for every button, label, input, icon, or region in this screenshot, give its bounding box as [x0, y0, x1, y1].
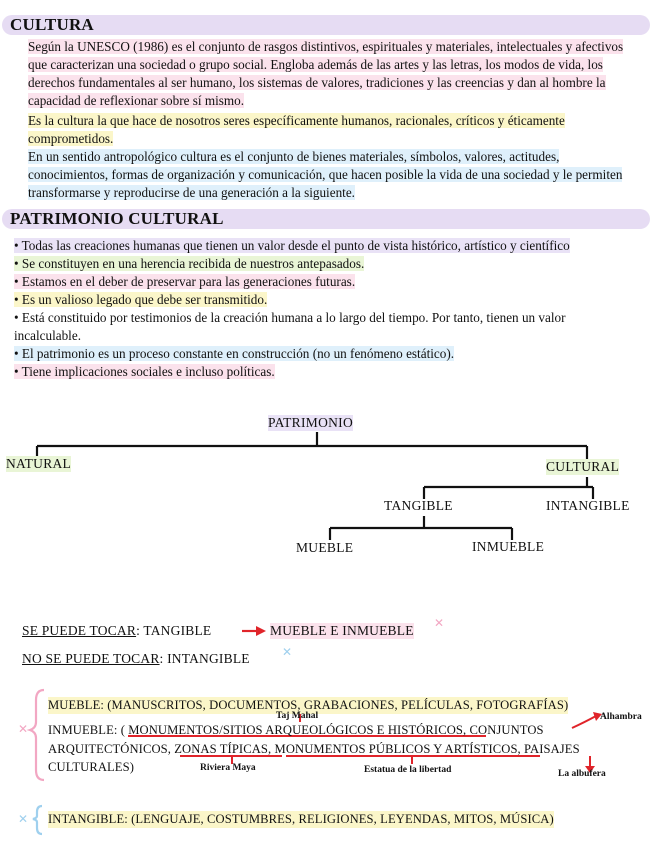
sparkle-icon: ✕ [18, 722, 29, 736]
list-item: • Se constituyen en una herencia recibida de nuestros antepasados. [14, 256, 365, 271]
tree-node-inmueble: INMUEBLE [472, 539, 545, 554]
rule-se-puede-tocar [22, 623, 211, 639]
category-intangible: INTANGIBLE: (LENGUAJE, COSTUMBRES, RELIGIONES, LEYENDAS, MITOS, MÚSICA) [48, 812, 554, 826]
cultura-paragraph-text: Es la cultura la que hace de nosotros seres específicamente humanos, racionales, críticos y éticamente comprometidos. [28, 113, 565, 146]
annotation-riviera-maya: Riviera Maya [200, 763, 256, 773]
rule-result: MUEBLE E INMUEBLE [270, 623, 414, 638]
tree-node-intangible: INTANGIBLE [546, 498, 630, 513]
rule-key: SE PUEDE TOCAR [22, 623, 137, 638]
rule-key: NO SE PUEDE TOCAR [22, 651, 160, 666]
sparkle-icon: ✕ [18, 812, 29, 826]
cultura-paragraph-text: En un sentido antropológico cultura es el conjunto de bienes materiales, símbolos, valores, actitudes, conocimientos, formas de organización y comunicación, que hacen posible la vida de una sociedad y le permiten transformarse y reproducirse de una generación a la siguiente. [28, 149, 623, 200]
list-item: • Es un valioso legado que debe ser transmitido. [14, 292, 268, 307]
list-item: • Tiene implicaciones sociales e incluso políticas. [14, 364, 275, 379]
category-inmueble-line: INMUEBLE: ( MONUMENTOS/SITIOS ARQUEOLÓGICOS E HISTÓRICOS, CONJUNTOS [48, 723, 544, 737]
tree-node-tangible: TANGIBLE [384, 498, 453, 513]
cultura-paragraph-text: Según la UNESCO (1986) es el conjunto de rasgos distintivos, espirituales y materiales, intelectuales y afectivos que caracterizan una sociedad o grupo social. Engloba además de las artes y las letras, los modos de vida, los derechos fundamentales al ser humano, los sistemas de valores, tradiciones y las creencias y dan al hombre la capacidad de reflexionar sobre sí mismo. [28, 39, 624, 108]
annotation-albufera: La albufera [558, 769, 606, 779]
tree-node-mueble: MUEBLE [296, 540, 354, 555]
rule-no-se-puede-tocar [22, 651, 250, 667]
annotation-estatua-libertad: Estatua de la libertad [364, 765, 452, 775]
sparkle-icon: ✕ [434, 616, 445, 630]
rule-value: : TANGIBLE [136, 623, 212, 638]
category-mueble: MUEBLE: (MANUSCRITOS, DOCUMENTOS, GRABACIONES, PELÍCULAS, FOTOGRAFÍAS) [48, 698, 569, 712]
list-item: • Estamos en el deber de preservar para las generaciones futuras. [14, 274, 356, 289]
rule-value: : INTANGIBLE [159, 651, 250, 666]
annotation-taj-mahal: Taj Mahal [276, 711, 319, 721]
tree-node-cultural: CULTURAL [546, 459, 620, 474]
list-item: • El patrimonio es un proceso constante en construcción (no un fenómeno estático). [14, 346, 455, 361]
section-heading-cultura: CULTURA [2, 15, 650, 35]
tree-node-natural: NATURAL [6, 456, 72, 471]
section-heading-patrimonio: PATRIMONIO CULTURAL [2, 209, 650, 229]
category-inmueble [48, 722, 608, 776]
annotation-alhambra: Alhambra [600, 712, 642, 722]
list-item: • Está constituido por testimonios de la creación humana a lo largo del tiempo. Por tanto, tienen un valor incalculable. [14, 310, 566, 343]
sparkle-icon: ✕ [282, 645, 293, 659]
category-inmueble-line: ARQUITECTÓNICOS, ZONAS TÍPICAS, MONUMENTOS PÚBLICOS Y ARTÍSTICOS, PAISAJES [48, 742, 580, 756]
tree-node-patrimonio: PATRIMONIO [268, 415, 354, 430]
category-inmueble-line: CULTURALES) [48, 760, 134, 774]
list-item: • Todas las creaciones humanas que tienen un valor desde el punto de vista histórico, artístico y científico [14, 238, 570, 253]
